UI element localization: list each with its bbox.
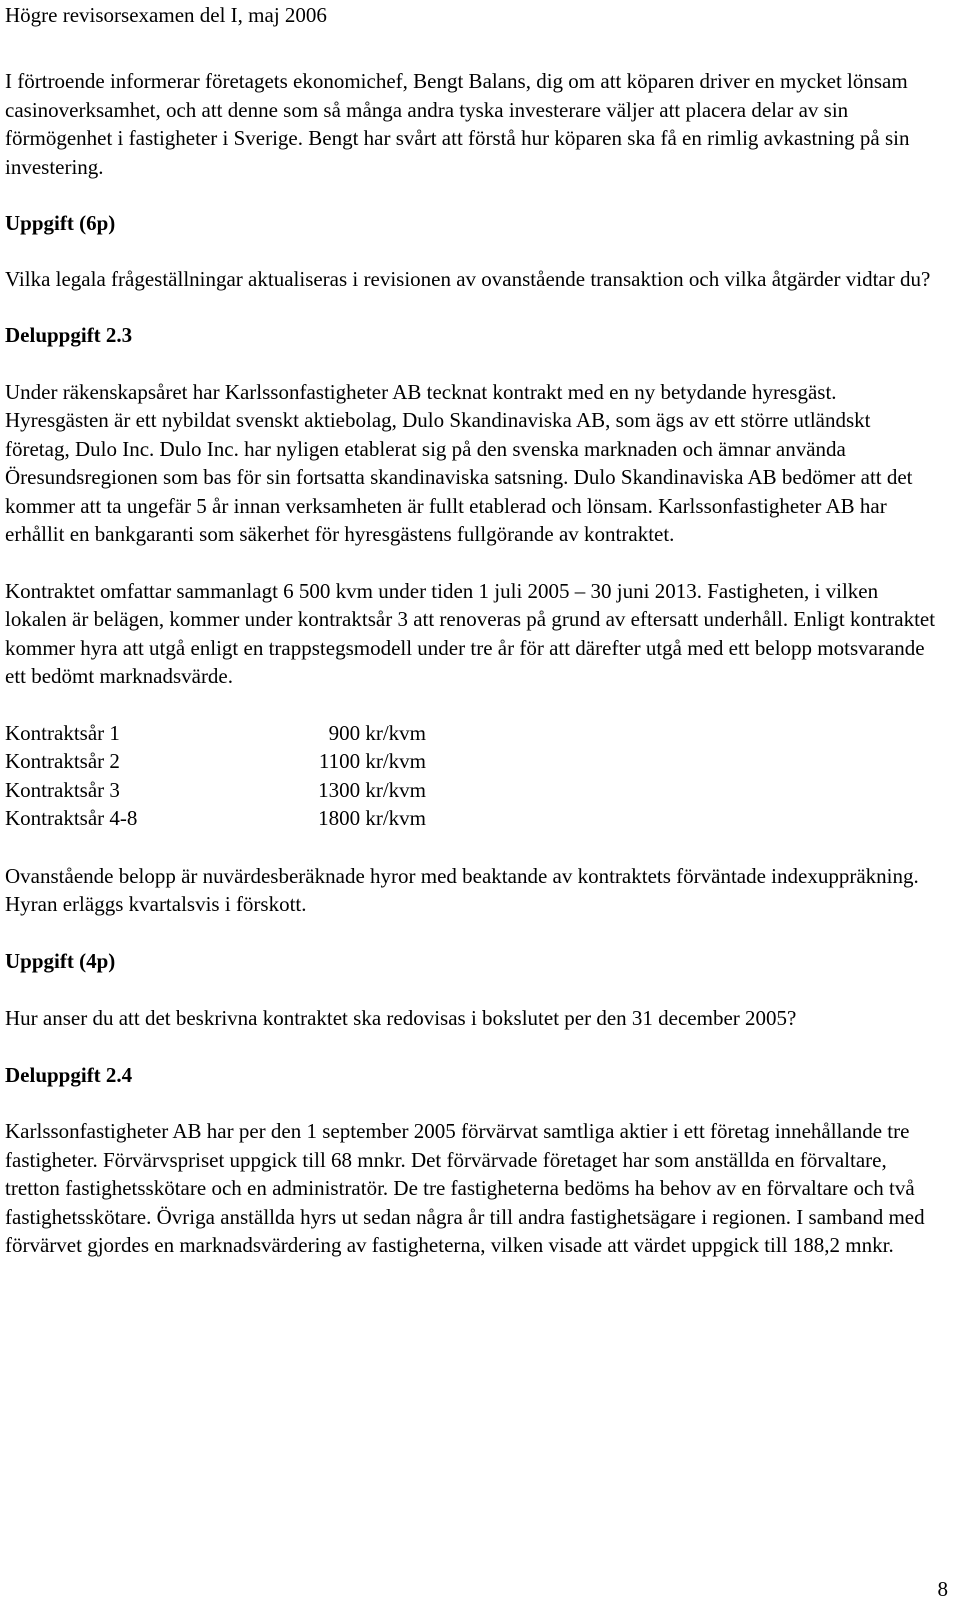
table-row [5,747,426,776]
rent-amount-cell: 1100 kr/kvm [318,749,426,773]
table-row [5,804,426,833]
table-row [5,719,426,748]
contract-year-cell: Kontraktsår 3 [5,777,120,802]
contract-year-cell: Kontraktsår 1 [5,720,120,745]
section-heading-2-3: Deluppgift 2.3 [5,323,133,347]
task-heading-4p: Uppgift (4p) [5,948,116,973]
section-heading-2-4: Deluppgift 2.4 [5,1062,133,1087]
rent-amount-cell: 1800 kr/kvm [318,806,426,830]
task-question-6p: Vilka legala frågeställningar aktualiseras i revisionen av ovanstående transaktion och vilka åtgärder vidtar du? [5,266,931,291]
section-2-3-paragraph-3: Ovanstående belopp är nuvärdesberäknade hyror med beaktande av kontraktets förväntade indexuppräkning. Hyran erläggs kvartalsvis i förskott. [5,863,919,916]
page-header: Högre revisorsexamen del I, maj 2006 [5,3,327,27]
section-2-4-paragraph-1: Karlssonfastigheter AB har per den 1 september 2005 förvärvat samtliga aktier i ett företag innehållande tre fastigheter. Förvärvspriset uppgick till 68 mnkr. Det förvärvade företaget har som anställda en förvaltare, tretton fastighetsskötare och en administratör. De tre fastigheterna bedöms ha behov av en förvaltare och två fastighetsskötare. Övriga anställda hyrs ut sedan några år till andra fastighetsägare i regionen. I samband med förvärvet gjordes en marknadsvärdering av fastigheterna, vilken visade att värdet uppgick till 188,2 mnkr. [5,1119,925,1257]
rent-schedule-table [5,719,426,833]
page-number: 8 [937,1577,948,1601]
section-2-3-paragraph-2: Kontraktet omfattar sammanlagt 6 500 kvm under tiden 1 juli 2005 – 30 juni 2013. Fastigheten, i vilken lokalen är belägen, kommer under kontraktsår 3 att renoveras på grund av eftersatt underhåll. Enligt kontraktet kommer hyra att utgå enligt en trappstegsmodell under tre år för att därefter utgå med ett belopp motsvarande ett bedömt marknadsvärde. [5,578,936,688]
contract-year-cell: Kontraktsår 4-8 [5,806,138,830]
document-page [5,0,940,1260]
rent-amount-cell: 900 kr/kvm [328,720,426,745]
section-2-3-paragraph-1: Under räkenskapsåret har Karlssonfastigheter AB tecknat kontrakt med en ny betydande hyresgäst. Hyresgästen är ett nybildat svenskt aktiebolag, Dulo Skandinaviska AB, som ägs av ett större utländskt företag, Dulo Inc. Dulo Inc. har nyligen etablerat sig på den svenska marknaden och ämnar använda Öresundsregionen som bas för sin fortsatta skandinaviska satsning. Dulo Skandinaviska AB bedömer att det kommer att ta ungefär 5 år innan verksamheten är fullt etablerad och lönsam. Karlssonfastigheter AB har erhållit en bankgaranti som säkerhet för hyresgästens fullgörande av kontraktet. [5,379,913,546]
task-heading-6p: Uppgift (6p) [5,211,116,235]
contract-year-cell: Kontraktsår 2 [5,749,120,773]
intro-paragraph: I förtroende informerar företagets ekonomichef, Bengt Balans, dig om att köparen driver en mycket lönsam casinoverksamhet, och att denne som så många andra tyska investerare väljer att placera delar av sin förmögenhet i fastigheter i Sverige. Bengt har svårt att förstå hur köparen ska få en rimlig avkastning på sin investering. [5,69,910,179]
table-row [5,776,426,805]
rent-amount-cell: 1300 kr/kvm [318,777,426,802]
task-question-4p: Hur anser du att det beskrivna kontraktet ska redovisas i bokslutet per den 31 december 2005? [5,1006,797,1030]
